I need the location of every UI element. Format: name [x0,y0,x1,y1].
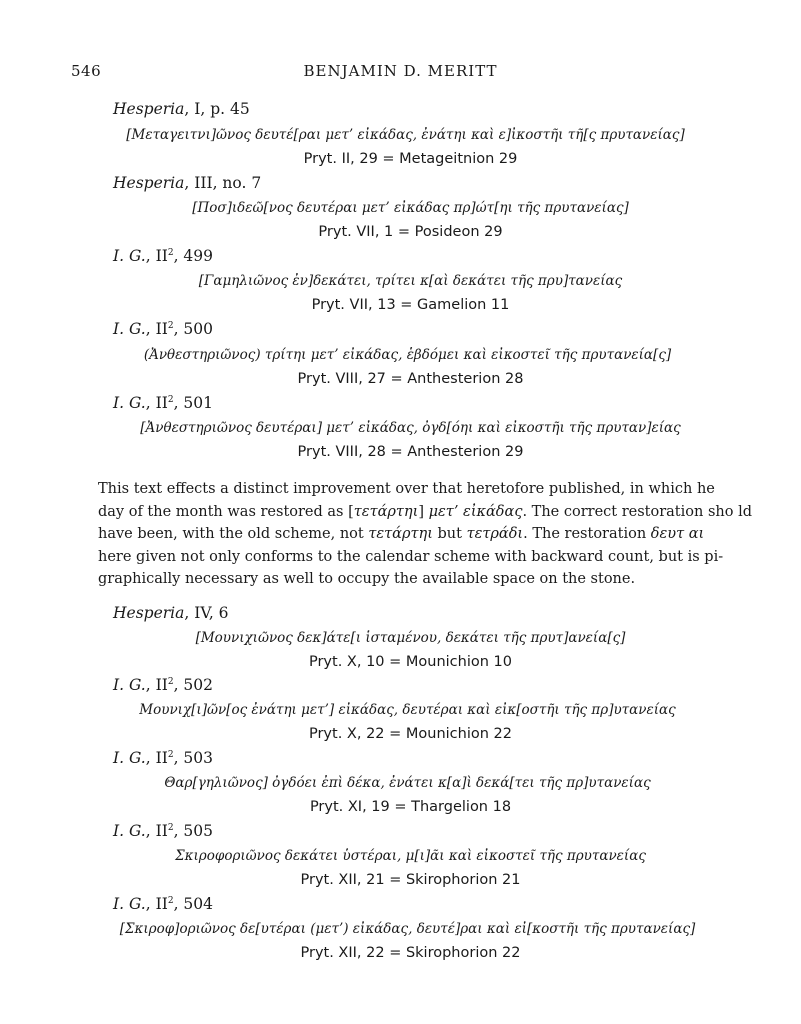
greek-text: Μουνιχ[ι]ῶν[ος ἐνάτηι μετ’] εἰκάδας, δευτέραι καὶ εἰκ[οστῆι τῆς πρ]υτανείας [139,702,676,718]
greek-text: [Σκιροφ]οριῶνος δε[υτέραι (μετ’) εἰκάδας, δευτέ]ραι καὶ εἰ[κοστῆι τῆς πρυτανείας] [119,921,696,937]
source-citation: I. G., $II^2$, 504 [113,895,214,913]
prytany-equation: Pryt. VII, 1 = Posideon 29 [318,224,503,240]
paragraph-line: graphically necessary as well to occupy the available space on the stone. [98,571,636,587]
greek-text: (Ἀνθεστηριῶνος) τρίτηι μετ’ εἰκάδας, ἑβδόμει καὶ εἰκοστεῖ τῆς πρυτανεία[ς] [143,347,672,363]
source-citation: I. G., $II^2$, 503 [113,749,214,767]
prytany-equation: Pryt. XII, 21 = Skirophorion 21 [300,872,521,888]
greek-text: Σκιροφοριῶνος δεκάτει ὑστέραι, μ[ι]ᾶι καὶ εἰκοστεῖ τῆς πρυτανείας [175,848,646,864]
page-number: 546 [71,62,102,80]
paragraph-line: have been, with the old scheme, not τετάρτηι but τετράδι. The restoration δευτ αι [98,526,705,542]
commentary-paragraph [98,478,752,591]
prytany-equation: Pryt. X, 22 = Mounichion 22 [308,726,512,742]
greek-text: [Γαμηλιῶνος ἐν]δεκάτει, τρίτει κ[αὶ δεκάτει τῆς πρυ]τανείας [198,273,623,289]
source-citation: Hesperia, I, p. 45 [113,100,250,118]
prytany-equation: Pryt. XII, 22 = Skirophorion 22 [300,945,521,961]
paragraph-line: This text effects a distinct improvement over that heretofore published, in which he [98,481,715,497]
prytany-equation: Pryt. XI, 19 = Thargelion 18 [309,799,512,815]
greek-text: [Μουνιχιῶνος δεκ]άτε[ι ἱσταμένου, δεκάτει τῆς πρυτ]ανεία[ς] [195,630,626,646]
source-citation: Hesperia, IV, 6 [113,604,229,622]
source-citation: I. G., $II^2$, 505 [113,822,214,840]
prytany-equation: Pryt. VIII, 27 = Anthesterion 28 [297,371,524,387]
greek-text: [Μεταγειτνι]ῶνος δευτέ[ραι μετ’ εἰκάδας, ἐνάτηι καὶ ε]ἰκοστῆι τῆ[ς πρυτανείας] [126,127,685,143]
prytany-equation: Pryt. X, 10 = Mounichion 10 [308,654,512,670]
source-citation: I. G., $II^2$, 502 [113,676,214,694]
source-citation: Hesperia, III, no. 7 [113,174,262,192]
source-citation: I. G., $II^2$, 500 [113,320,214,338]
greek-text: [Ποσ]ιδεῶ[νος δευτέραι μετ’ εἰκάδας πρ]ώτ[ηι τῆς πρυτανείας] [192,200,629,216]
greek-text: Θαρ[γηλιῶνος] ὀγδόει ἐπὶ δέκα, ἐνάτει κ[α]ὶ δεκά[τει τῆς πρ]υτανείας [164,775,651,791]
prytany-equation: Pryt. II, 29 = Metageitnion 29 [303,151,518,167]
prytany-equation: Pryt. VIII, 28 = Anthesterion 29 [297,444,524,460]
prytany-equation: Pryt. VII, 13 = Gamelion 11 [311,297,510,313]
greek-text: [Ἀνθεστηριῶνος δευτέραι] μετ’ εἰκάδας, ὀγδ[όηι καὶ εἰκοστῆι τῆς πρυταν]είας [140,420,681,436]
paragraph-line: day of the month was restored as [τετάρτηι] μετ’ εἰκάδας. The correct restoration sho ld [98,503,752,520]
running-head: BENJAMIN D. MERITT [303,62,498,80]
source-citation: I. G., $II^2$, 499 [113,247,214,265]
paragraph-line: here given not only conforms to the calendar scheme with backward count, but is pi- [98,548,724,565]
source-citation: I. G., $II^2$, 501 [113,394,214,412]
